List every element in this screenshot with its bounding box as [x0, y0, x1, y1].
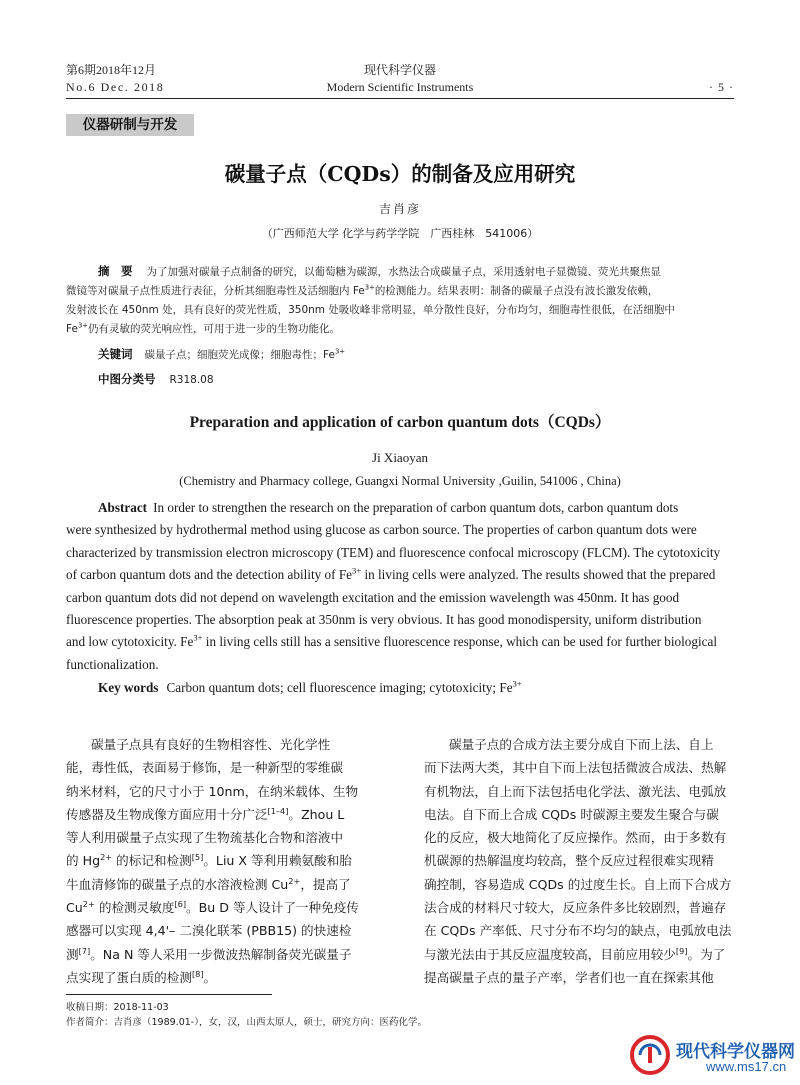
body-line: 。Zhou L — [288, 806, 345, 822]
abstract-cn-line: 为了加强对碳量子点制备的研究，以葡萄糖为碳源，水热法合成碳量子点，采用透射电子显微镜、荧光共聚焦显 — [146, 266, 661, 278]
header-issue-cn: 第6期2018年12月 — [66, 63, 157, 77]
body-line: 在 CQDs 产率低、尺寸分布不均匀的缺点，电弧放电法 — [424, 923, 732, 939]
abstract-cn-label: 摘 要 — [98, 264, 133, 278]
citation: [6] — [174, 898, 187, 909]
body-line: 的标记和检测 — [112, 853, 192, 869]
superscript: 3+ — [512, 678, 522, 689]
body-line: 与激光法由于其反应温度较高，目前应用较少 — [424, 946, 676, 962]
body-line: 。Na N 等人采用一步微波热解制备荧光碳量子 — [90, 946, 352, 962]
author-en: Ji Xiaoyan — [372, 450, 428, 465]
body-line: 碳量子点具有良好的生物相容性、光化学性 — [91, 737, 331, 752]
body-line: 有机物法，自上而下法包括电化学法、激光法、电弧放 — [424, 783, 727, 799]
clc-label: 中图分类号 — [98, 372, 156, 386]
body-line: 。Liu X 等利用赖氨酸和胎 — [203, 853, 352, 869]
citation: [1–4] — [267, 805, 289, 816]
abstract-en-line: of carbon quantum dots and the detection ability of Fe — [66, 567, 353, 583]
author-cn: 吉肖彦 — [378, 202, 421, 216]
body-line: Cu — [66, 900, 83, 916]
abstract-en-line: and low cytotoxicity. Fe — [66, 634, 194, 650]
footnote-author-bio: 作者简介：吉肖彦（1989.01-），女，汉，山西太原人，硕士，研究方向：医药化学。 — [66, 1017, 427, 1028]
body-line: 机碳源的热解温度均较高，整个反应过程很难实现精 — [424, 853, 714, 869]
abstract-en — [66, 497, 746, 676]
superscript: 2+ — [288, 875, 301, 886]
clc-number — [98, 370, 214, 390]
abstract-cn-line: 微镜等对碳量子点性质进行表征，分析其细胞毒性及活细胞内 Fe — [66, 285, 365, 297]
body-line: 等人利用碳量子点实现了生物巯基化合物和溶液中 — [66, 830, 344, 846]
affiliation-en: (Chemistry and Pharmacy college, Guangxi Normal University ,Guilin, 541006 , China) — [179, 474, 621, 488]
keywords-cn-label: 关键词 — [98, 347, 133, 361]
section-tag: 仪器研制与开发 — [66, 114, 194, 136]
body-line: 传感器及生物成像方面应用十分广泛 — [66, 806, 268, 822]
body-line: 。 — [203, 969, 217, 985]
body-line: 法合成的材料尺寸较大，反应条件多比较剧烈，普遍存 — [424, 900, 727, 916]
abstract-en-line: in living cells still has a sensitive fluorescence response, which can be used for further biological — [202, 634, 718, 650]
abstract-en-line: characterized by transmission electron microscopy (TEM) and fluorescence confocal microscopy (FLCM). The cytotoxicity — [66, 544, 721, 560]
citation: [7] — [78, 945, 91, 956]
abstract-cn-line: 发射波长在 450nm 处，具有良好的荧光性质，350nm 处吸收峰非常明显，单分散性良好，分布均匀，细胞毒性很低，在活细胞中 — [66, 304, 675, 316]
body-line: 牛血清修饰的碳量子点的水溶液检测 Cu — [66, 876, 289, 892]
body-line: 而下法两大类，其中自下而上法包括微波合成法、热解 — [424, 760, 727, 776]
superscript: 3+ — [364, 283, 375, 292]
affiliation-cn: （广西师范大学 化学与药学学院 广西桂林 541006） — [261, 227, 539, 240]
header-issue-en: No.6 Dec. 2018 — [66, 80, 165, 94]
superscript: 2+ — [82, 898, 95, 909]
keywords-en-label: Key words — [98, 680, 159, 695]
body-line: 测 — [66, 946, 79, 962]
superscript: 2+ — [100, 852, 113, 863]
superscript: 3+ — [334, 347, 345, 356]
body-line: 。为了 — [687, 946, 726, 962]
abstract-en-line: fluorescence properties. The absorption peak at 350nm is very obvious. It has good monodispersity, uniform distribution — [66, 612, 702, 628]
keywords-cn-text: 碳量子点；细胞荧光成像；细胞毒性；Fe — [144, 349, 335, 361]
body-line: 纳米材料，它的尺寸小于 10nm，在纳米载体、生物 — [66, 783, 359, 799]
footnote-received: 收稿日期：2018-11-03 — [66, 1002, 169, 1013]
keywords-en — [98, 677, 522, 699]
abstract-cn-line: 仍有灵敏的荧光响应性，可用于进一步的生物功能化。 — [87, 323, 340, 335]
watermark — [606, 1023, 796, 1081]
citation: [8] — [191, 968, 204, 979]
body-line: 。Bu D 等人设计了一种免疫传 — [186, 900, 359, 916]
title-en: Preparation and application of carbon quantum dots（CQDs） — [189, 414, 611, 431]
body-line: 点实现了蛋白质的检测 — [66, 969, 192, 985]
body-line: ，提高了 — [300, 876, 351, 892]
body-right-column — [424, 733, 744, 989]
abstract-en-line: carbon quantum dots did not depend on wavelength excitation and the emission wavelength was 450nm. It has good — [66, 589, 680, 605]
superscript: 3+ — [77, 321, 88, 330]
watermark-name: 现代科学仪器网 — [676, 1042, 795, 1062]
body-line: 确控制，容易造成 CQDs 的过度生长。自上而下合成方 — [424, 876, 732, 892]
body-line: 感器可以实现 4,4'– 二溴化联苯 (PBB15) 的快速检 — [66, 923, 352, 939]
title-cn: 碳量子点（CQDs）的制备及应用研究 — [224, 162, 576, 186]
body-line: 的 Hg — [66, 853, 101, 869]
abstract-cn-line: Fe — [66, 323, 78, 335]
body-line: 化的反应，极大地简化了反应操作。然而，由于多数有 — [424, 830, 727, 846]
keywords-en-text: Carbon quantum dots; cell fluorescence imaging; cytotoxicity; Fe — [166, 680, 513, 695]
watermark-url: www.ms17.cn — [706, 1059, 787, 1074]
abstract-en-line: functionalization. — [66, 656, 159, 672]
header-page-number: · 5 · — [709, 80, 734, 94]
body-line: 能，毒性低，表面易于修饰，是一种新型的零维碳 — [66, 760, 344, 776]
keywords-cn — [98, 345, 345, 365]
body-line: 电法。自下而上合成 CQDs 时碳源主要发生聚合与碳 — [424, 806, 719, 822]
citation: [9] — [675, 945, 688, 956]
watermark-logo-icon — [628, 1033, 672, 1077]
abstract-en-line: were synthesized by hydrothermal method using glucose as carbon source. The properties of carbon quantum dots were — [66, 522, 697, 538]
clc-value: R318.08 — [169, 374, 214, 386]
abstract-cn — [66, 262, 736, 339]
header-journal-cn: 现代科学仪器 — [363, 63, 436, 77]
header-journal-en: Modern Scientific Instruments — [326, 80, 474, 94]
superscript: 3+ — [193, 633, 203, 644]
footnote-rule — [66, 994, 272, 995]
body-left-column — [66, 733, 396, 989]
header-rule — [66, 98, 734, 99]
abstract-en-label: Abstract — [98, 500, 148, 515]
abstract-cn-line: 的检测能力。结果表明：制备的碳量子点没有波长激发依赖， — [374, 285, 659, 297]
abstract-en-line: in living cells were analyzed. The results showed that the prepared — [361, 567, 716, 583]
superscript: 3+ — [352, 565, 362, 576]
body-line: 提高碳量子点的量子产率，学者们也一直在探索其他 — [424, 969, 714, 985]
abstract-en-line: In order to strengthen the research on the preparation of carbon quantum dots, carbon quantum dots — [153, 500, 679, 515]
citation: [5] — [191, 852, 204, 863]
body-line: 碳量子点的合成方法主要分成自下而上法、自上 — [449, 737, 714, 752]
body-line: 的检测灵敏度 — [94, 900, 175, 916]
